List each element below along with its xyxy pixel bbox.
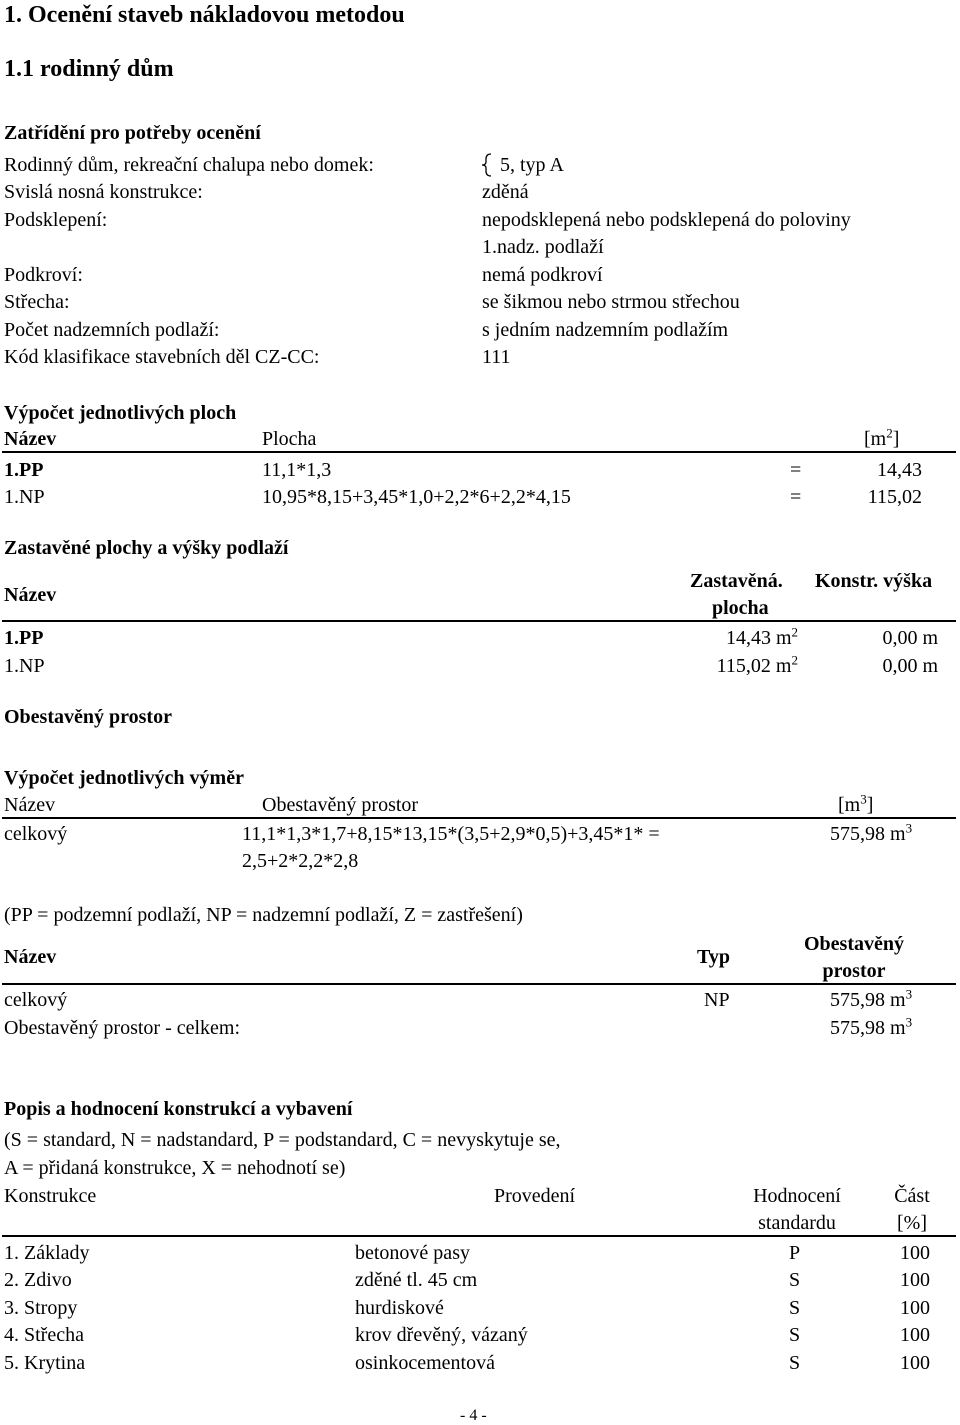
construction-col-rating-2: standardu <box>758 1212 836 1234</box>
table-row: celkový <box>4 989 68 1011</box>
built-heading: Zastavěné plochy a výšky podlaží <box>4 537 289 559</box>
areas-col-area: Plocha <box>262 428 317 450</box>
area-value: 115,02 <box>867 486 922 508</box>
construction-col-rating: Hodnocení <box>753 1185 841 1207</box>
classification-value-continued: 1.nadz. podlaží <box>482 236 604 258</box>
volume-col-name: Název <box>4 794 56 816</box>
table-row: 1.NP <box>4 655 45 677</box>
construction-rating: S <box>789 1324 801 1346</box>
built-area: 115,02 $m^2$ <box>716 652 798 677</box>
construction-part: 100 <box>900 1242 930 1264</box>
volume-formula: 11,1*1,3*1,7+8,15*13,15*(3,5+2,9*0,5)+3,45*1* = <box>242 823 660 845</box>
equals-sign: = <box>790 486 802 508</box>
construction-exec: hurdiskové <box>355 1297 444 1319</box>
volume-col-unit: $[m^3]$ <box>838 791 874 816</box>
table-row: 2. Zdivo <box>4 1269 72 1291</box>
table-row: Obestavěný prostor - celkem: <box>4 1017 241 1039</box>
table-row: 4. Střecha <box>4 1324 84 1346</box>
area-formula: 10,95*8,15+3,45*1,0+2,2*6+2,2*4,15 <box>262 486 571 508</box>
construction-col-part: Část <box>894 1185 930 1207</box>
classification-label: Rodinný dům, rekreační chalupa nebo domek: <box>4 154 374 176</box>
classification-value: se šikmou nebo strmou střechou <box>482 291 740 313</box>
table-row: 5. Krytina <box>4 1352 86 1374</box>
classification-label: Počet nadzemních podlaží: <box>4 319 220 341</box>
construction-col-exec: Provedení <box>494 1185 576 1207</box>
construction-note-2: A = přidaná konstrukce, X = nehodnotí se) <box>4 1157 346 1179</box>
table-row: 3. Stropy <box>4 1297 78 1319</box>
construction-part: 100 <box>900 1352 930 1374</box>
construction-heading: Popis a hodnocení konstrukcí a vybavení <box>4 1098 353 1120</box>
areas-col-unit: $[m^2]$ <box>864 425 900 450</box>
construction-rating: S <box>789 1269 801 1291</box>
summary-col-name: Název <box>4 946 57 968</box>
legend-note: (PP = podzemní podlaží, NP = nadzemní podlaží, Z = zastřešení) <box>4 904 523 926</box>
volume-heading: Obestavěný prostor <box>4 706 172 728</box>
table-row: celkový <box>4 823 68 845</box>
built-height: 0,00 m <box>882 627 938 649</box>
built-col-area-2: plocha <box>712 597 769 619</box>
table-rule <box>2 451 956 453</box>
classification-label: Svislá nosná konstrukce: <box>4 181 203 203</box>
table-row: 1. Základy <box>4 1242 90 1264</box>
summary-col-vol-2: prostor <box>822 960 886 982</box>
classification-value: zděná <box>482 181 529 203</box>
table-rule <box>2 1235 956 1237</box>
volume-formula-continued: 2,5+2*2,2*2,8 <box>242 850 359 872</box>
table-rule <box>2 983 956 985</box>
classification-value: 111 <box>482 346 511 368</box>
construction-exec: betonové pasy <box>355 1242 470 1264</box>
construction-rating: S <box>789 1297 801 1319</box>
construction-rating: P <box>789 1242 801 1264</box>
table-row: 1.PP <box>4 627 44 649</box>
table-rule <box>2 817 956 819</box>
construction-exec: zděné tl. 45 cm <box>355 1269 478 1291</box>
built-height: 0,00 m <box>882 655 938 677</box>
construction-rating: S <box>789 1352 801 1374</box>
classification-heading: Zatřídění pro potřeby ocenění <box>4 122 261 144</box>
construction-note: (S = standard, N = nadstandard, P = podstandard, C = nevyskytuje se, <box>4 1129 561 1151</box>
table-row: 1.PP <box>4 459 44 481</box>
built-area: 14,43 $m^2$ <box>725 624 798 649</box>
section-title: 1.1 rodinný dům <box>4 56 174 82</box>
construction-part: 100 <box>900 1297 930 1319</box>
classification-label: Podkroví: <box>4 264 83 286</box>
areas-col-name: Název <box>4 428 57 450</box>
classification-value: nepodsklepená nebo podsklepená do poloviny <box>482 209 851 231</box>
volume-col-vol: Obestavěný prostor <box>262 794 419 816</box>
built-col-height: Konstr. výška <box>815 570 933 592</box>
construction-part: 100 <box>900 1269 930 1291</box>
summary-col-type: Typ <box>697 946 730 968</box>
summary-value: 575,98 $m^3$ <box>830 986 913 1011</box>
volume-calc-heading: Výpočet jednotlivých výměr <box>4 767 244 789</box>
summary-col-vol: Obestavěný <box>804 933 904 955</box>
page-number: - 4 - <box>460 1407 487 1424</box>
table-row: 1.NP <box>4 486 45 508</box>
area-value: 14,43 <box>877 459 922 481</box>
table-rule <box>2 620 956 622</box>
construction-exec: krov dřevěný, vázaný <box>355 1324 528 1346</box>
equals-sign: = <box>790 459 802 481</box>
classification-label: Střecha: <box>4 291 70 313</box>
volume-value: 575,98 $m^3$ <box>830 820 913 845</box>
classification-value: nemá podkroví <box>482 264 603 286</box>
construction-col-name: Konstrukce <box>4 1185 97 1207</box>
construction-exec: osinkocementová <box>355 1352 495 1374</box>
classification-value: s jedním nadzemním podlažím <box>482 319 729 341</box>
area-formula: 11,1*1,3 <box>262 459 332 481</box>
page-title: 1. Ocenění staveb nákladovou metodou <box>4 2 405 28</box>
classification-label: Podsklepení: <box>4 209 108 231</box>
built-col-area: Zastavěná. <box>690 570 783 592</box>
areas-heading: Výpočet jednotlivých ploch <box>4 402 237 424</box>
built-col-name: Název <box>4 584 57 606</box>
classification-label: Kód klasifikace stavebních děl CZ-CC: <box>4 346 320 368</box>
construction-col-part-2: [%] <box>897 1212 927 1234</box>
classification-value: 5, typ A <box>500 154 564 176</box>
bracket-icon <box>481 153 495 177</box>
construction-part: 100 <box>900 1324 930 1346</box>
summary-type: NP <box>704 989 730 1011</box>
summary-value: 575,98 $m^3$ <box>830 1014 913 1039</box>
